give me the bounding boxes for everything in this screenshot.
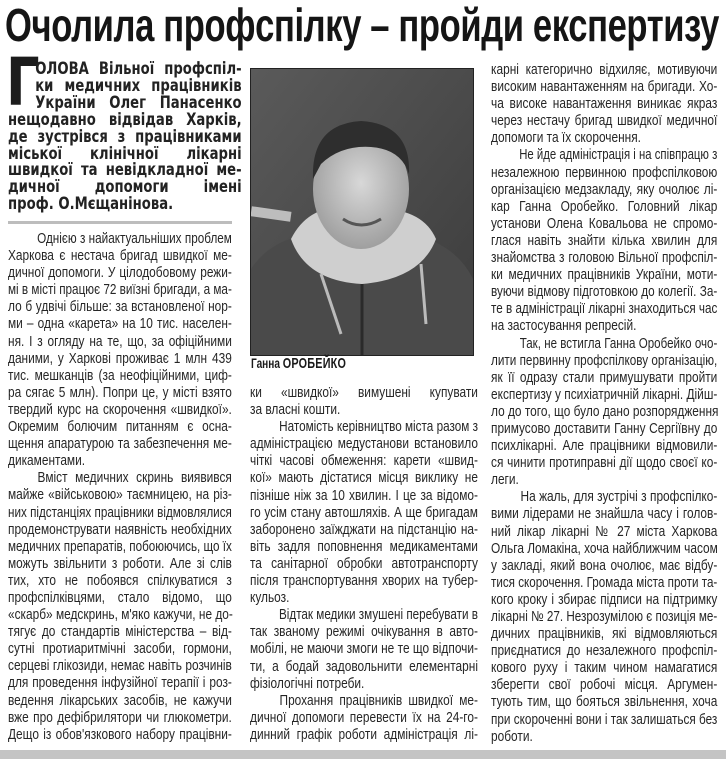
text-line: психлікарні. Але працівники відмовили-: [491, 438, 718, 455]
text-line: зберегти свої робочі місця. Аргумен-: [491, 677, 718, 694]
page-bottom-rule: [0, 750, 726, 759]
text-line: роботи.: [491, 728, 533, 745]
text-line: ло до того, що було дано розпорядження: [491, 403, 719, 420]
portrait-photo: [250, 68, 474, 356]
text-line: високим навантаженням на бригади. Хо-: [491, 79, 718, 96]
text-line: кого кроку і збирає підписи на підтримку: [491, 591, 718, 608]
photo-caption: [251, 355, 346, 372]
text-line: примусово доставити Ганну Сергіївну до: [491, 420, 718, 437]
text-line: Відтак медики змушені перебувати в: [278, 607, 478, 624]
text-line: ча високе навантаження виникає якраз: [491, 96, 718, 113]
text-line: тують тим, що бояться звільнення, хоча: [491, 694, 718, 711]
text-line: Прохання працівників швидкої ме-: [279, 692, 478, 709]
paragraph: [250, 385, 478, 419]
text-line: майже «військовою» таємницею, на різ-: [8, 487, 232, 504]
lead-line: дичної допомоги імені: [8, 177, 242, 197]
text-line: медичних препаратів, побоюючись, що їх: [8, 538, 232, 555]
text-line: дичної допомоги перевести їх на 24-го-: [250, 709, 478, 726]
text-line: ти, а бодай задовольнити елементарні: [250, 658, 478, 675]
paragraph: [491, 336, 717, 490]
text-line: тися скорочення. Громада міста проти та-: [491, 574, 718, 591]
text-line: вже про дефібрилятори чи глюкометри.: [8, 709, 232, 726]
text-line: них підстанціях працівники відмовлялися: [8, 504, 232, 521]
text-line: вими лідерами не знайшла часу і голов-: [491, 506, 718, 523]
text-line: адміністрацією медустанови встановило: [250, 436, 478, 453]
article-column-3: [491, 62, 717, 746]
text-line: вуючи відмову підготовкою до колегії. За-: [491, 284, 718, 301]
text-line: глася навіть знайти кілька хвилин для: [491, 232, 718, 249]
text-line: ний лікар лікарні № 27 міста Харкова: [491, 523, 718, 540]
text-line: карні категорично відхиляє, мотивуючи: [491, 62, 718, 78]
text-line: серцеві глікозиди, немає навіть розчинів: [8, 658, 232, 675]
text-line: фізіологічні потреби.: [250, 675, 365, 692]
text-line: даними, у Харкові проживає 1 млн 439: [8, 350, 232, 367]
text-line: ки «швидкої» вимушені купувати: [250, 385, 478, 401]
text-line: ки медичних працівників України, моти-: [491, 267, 718, 284]
text-line: те в адміністрації лікарні знаходиться час: [491, 301, 718, 318]
text-line: динний графік роботи адміністрація лі-: [250, 726, 478, 743]
text-line: тис. мешканців (за неофіційними, циф-: [8, 367, 232, 384]
paragraph: [491, 489, 717, 745]
paragraph: [250, 607, 478, 692]
text-line: Натомість керівництво міста разом з: [279, 419, 478, 436]
text-line: віть задля поповнення медикаментами: [250, 538, 478, 555]
text-line: після транспортування хворих на тубер-: [250, 573, 478, 590]
text-line: Однією з найактуальніших проблем: [37, 231, 232, 247]
paragraph: [8, 470, 232, 744]
caption-last-name: ОРОБЕЙКО: [282, 355, 347, 372]
text-line: кульоз.: [250, 590, 290, 607]
text-line: чіткі часові обмеження: карети «швид-: [250, 453, 478, 470]
text-line: щення апаратурою та забезпечення ме-: [8, 436, 232, 453]
text-line: дичної допомоги. У цілодобовому режи-: [8, 265, 232, 282]
drop-cap: Г: [6, 44, 40, 121]
text-line: та санітарної обробки автотранспорту: [250, 555, 478, 572]
lead-line: нещодавно відвідав Харків,: [8, 109, 242, 129]
lead-line: міської клінічної лікарні: [8, 143, 242, 163]
article-column-1: [8, 231, 232, 744]
text-line: продемонструвати наявність необхідних: [8, 521, 232, 538]
text-line: знайомства з головою Вільної профспіл-: [491, 250, 718, 267]
text-line: незалежною первинною профспілковою: [491, 164, 718, 181]
text-line: сутні протиаритмічні засоби, гормони,: [8, 641, 232, 658]
text-line: лікарні № 27. Незрозумілою є позиція ме-: [491, 609, 718, 625]
portrait-image: [251, 69, 473, 355]
article-lead: [8, 61, 242, 213]
text-line: у закладі, який вона очолює, має відбу-: [491, 557, 718, 574]
text-line: ми – одна «карета» на 10 тис. населен-: [8, 316, 232, 333]
text-line: ра сягає 5 млн). Попри це, у місті взято: [8, 384, 232, 401]
text-line: кар Ганна Оробейко. Головний лікар: [491, 198, 718, 215]
text-line: Так, не встигла Ганна Оробейко очо-: [519, 335, 718, 352]
text-line: можуть звільнити з роботи. Але зі слів: [8, 555, 232, 572]
text-line: через нестачу бригад швидкої медичної: [491, 113, 718, 130]
text-line: на застосування репресій.: [491, 318, 637, 335]
text-line: для проведення інфузійної терапії і роз-: [8, 675, 232, 692]
text-line: лити первинну профспілкову організацію,: [491, 352, 718, 369]
text-line: тих, хто не побоявся спілкуватися з: [8, 572, 232, 589]
text-line: Не йде адміністрація і на співпрацю з: [519, 147, 718, 164]
text-line: як її одразу стали примушувати пройти: [491, 369, 718, 386]
text-line: кої» мають дістатися місця виклику не: [250, 470, 478, 487]
paragraph: [8, 231, 232, 470]
text-line: мі в місті працює 72 виїзні бригади, а ма-: [8, 282, 232, 299]
text-line: Дещо із обов'язкового набору працівни-: [8, 726, 232, 743]
text-line: експертизу у психіатричній лікарні. Дійш-: [491, 386, 718, 403]
text-line: Окремим болючим питанням є осна-: [8, 419, 232, 436]
lead-line: ки медичних працівників: [35, 75, 242, 95]
paragraph: [491, 62, 717, 147]
article-column-2: [250, 385, 478, 744]
text-line: при скороченні вони і так залишаться без: [491, 711, 718, 728]
text-line: допомоги та їх скорочення.: [491, 130, 641, 147]
lead-line: України Олег Панасенко: [35, 92, 242, 112]
text-line: кового руху і таким чином намагатися: [491, 660, 718, 677]
text-line: дичних працівників, які відмовляються: [491, 626, 718, 643]
text-line: На жаль, для зустрічі з профспілко-: [520, 489, 718, 506]
text-line: Харкова є нестача бригад швидкої ме-: [8, 248, 232, 265]
text-line: установи Олена Ковальова не спромо-: [491, 215, 718, 232]
text-line: заборонено заїжджати на підстанцію на-: [250, 521, 478, 538]
caption-first-name: Ганна: [251, 355, 280, 371]
text-line: го усім стану автошляхів. А ще бригадам: [250, 504, 478, 521]
paragraph: [250, 419, 478, 607]
text-line: мобілі, не маючи змоги не те що відпочи-: [250, 641, 478, 658]
text-line: «скарб» медскринь, м'яко кажучи, не до-: [8, 607, 233, 624]
text-line: Ольга Ломакіна, хоча найближчим часом: [491, 540, 718, 557]
text-line: тягує до стандартів міністерства – від-: [8, 624, 232, 641]
paragraph: [491, 147, 717, 335]
text-line: за власні кошти.: [250, 402, 341, 419]
lead-line: швидкої та невідкладної ме-: [8, 160, 242, 180]
paragraph: [250, 693, 478, 744]
text-line: ся чинити протиправні дії щодо своєї ко-: [491, 455, 718, 472]
text-line: леги.: [491, 472, 519, 489]
text-line: пізніше ніж за 10 хвилин. І це за відомо-: [250, 487, 478, 504]
text-line: твердий курс на скорочення «швидкої».: [8, 401, 232, 418]
text-line: Вміст медичних скринь виявився: [37, 470, 232, 487]
text-line: так званому режимі очікування в авто-: [250, 624, 478, 641]
lead-line: ОЛОВА Вільної профспіл-: [35, 59, 242, 78]
text-line: приєднатися до незалежного профспіл-: [491, 643, 718, 660]
text-line: дикаментами.: [8, 453, 86, 470]
lead-divider: [8, 221, 232, 224]
lead-line: проф. О.Мєщанінова.: [8, 194, 174, 214]
text-line: профспілківцями, стало відомо, що: [8, 589, 232, 606]
text-line: ведення лікарських засобів, не кажучи: [8, 692, 232, 709]
article-headline: Очолила профспілку – пройди експертизу: [5, 0, 719, 51]
text-line: організацією медзакладу, яку очолює лі-: [491, 181, 718, 198]
text-line: ня. І з огляду на те, що, за офіційними: [8, 333, 232, 350]
lead-line: де зустрівся з працівниками: [8, 126, 242, 146]
text-line: ло б удвічі більше: за встановленої нор-: [8, 299, 232, 316]
